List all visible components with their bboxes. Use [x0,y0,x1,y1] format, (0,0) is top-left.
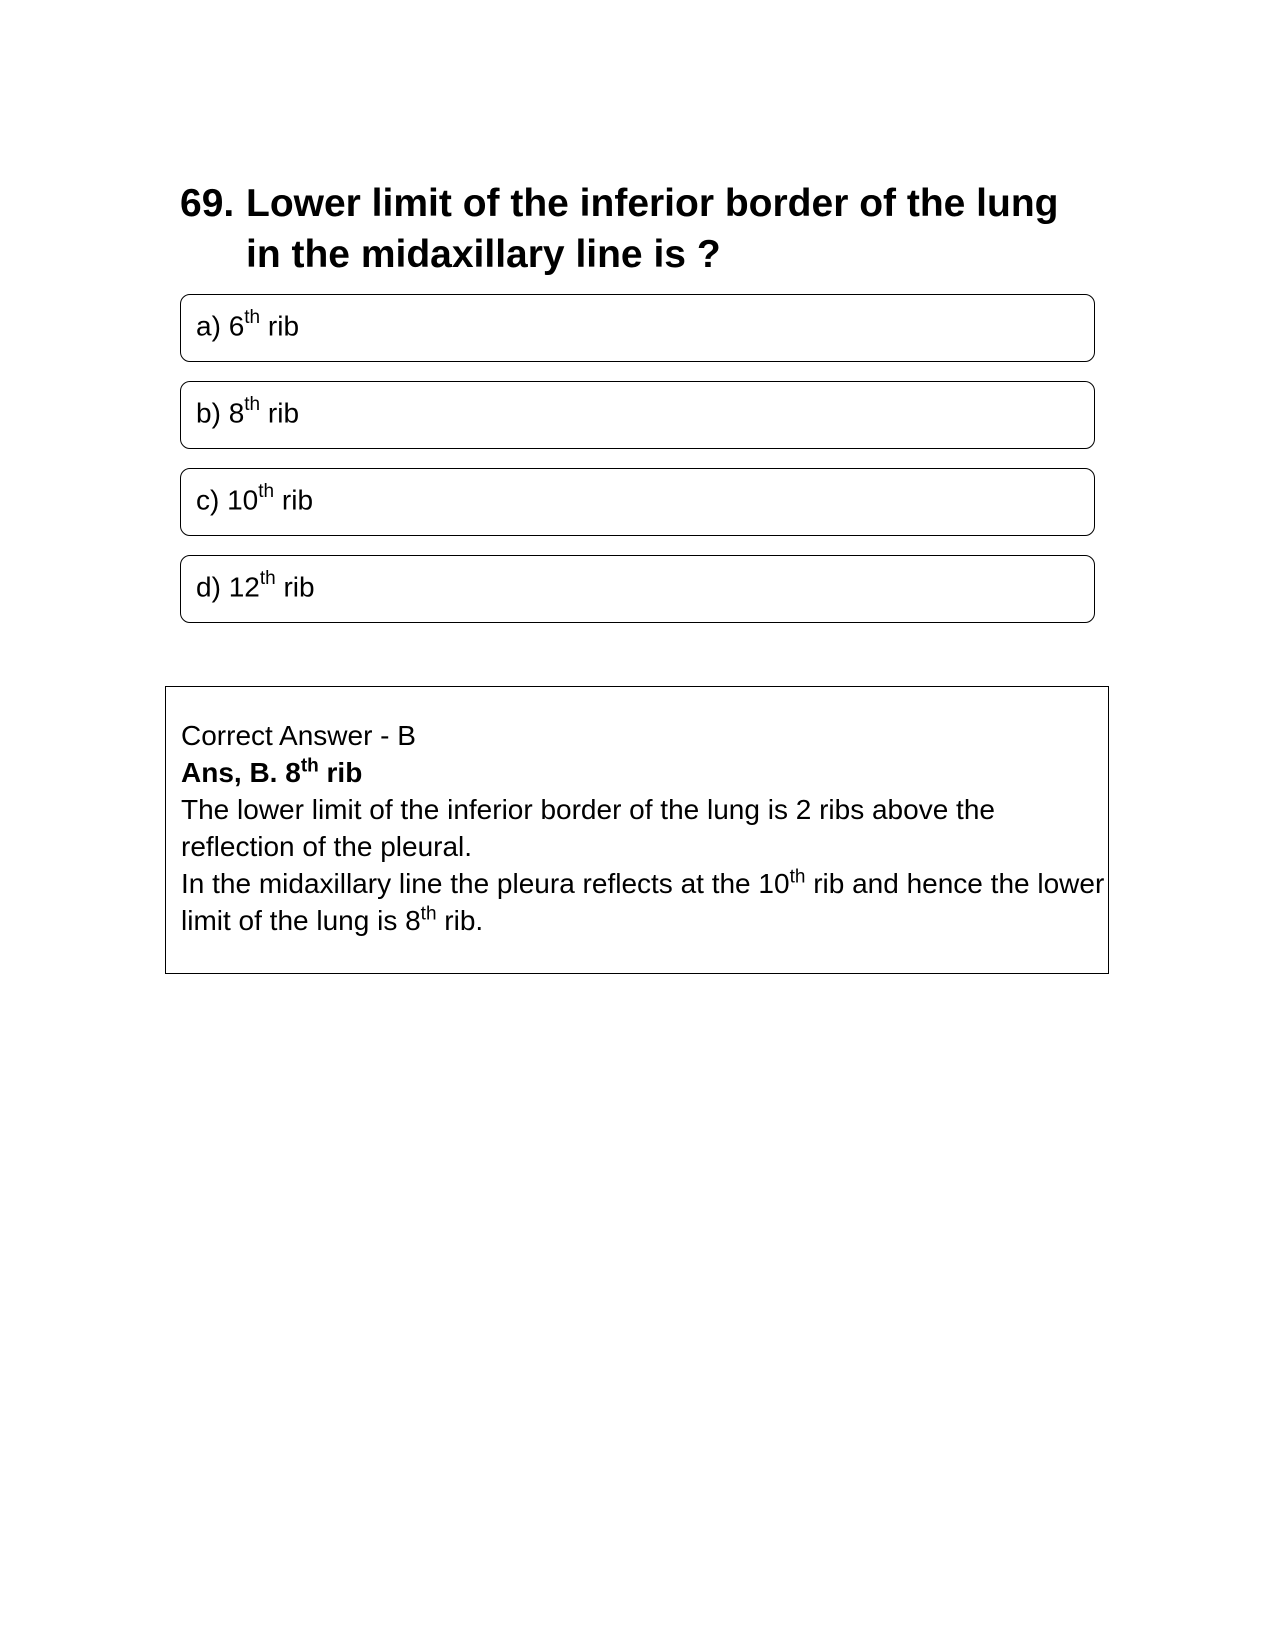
option-b[interactable] [180,381,1095,449]
explanation-2-sup-2: th [420,903,437,925]
option-unit: rib [281,484,314,516]
option-suffix: th [259,568,276,589]
option-unit: rib [267,397,300,429]
option-unit: rib [267,310,300,342]
option-letter: d) [196,571,221,603]
option-value: 6 [228,310,245,342]
explanation-2-part-b: rib and hence the lower limit of the lung is 8 [181,868,1105,936]
option-suffix: th [244,307,261,328]
question-number: 69. [180,182,235,225]
option-suffix: th [244,394,261,415]
answer-box [165,686,1109,974]
answer-title-prefix: Ans, B. 8 [181,757,301,788]
answer-title-unit: rib [326,757,363,788]
answer-title-suffix: th [300,755,319,777]
option-letter: c) [196,484,220,516]
question-text: Lower limit of the inferior border of the lung in the midaxillary line is ? [246,182,1059,276]
option-d[interactable] [180,555,1095,623]
explanation-paragraph-1: The lower limit of the inferior border of the lung is 2 ribs above the reflection of the pleural. [181,794,995,862]
option-letter: a) [196,310,221,342]
option-suffix: th [258,481,275,502]
explanation-2-sup-1: th [789,866,806,888]
explanation-paragraph-2 [181,865,1108,939]
option-value: 10 [227,484,259,516]
option-a[interactable] [180,294,1095,362]
explanation-2-part-a: In the midaxillary line the pleura reflects at the 10 [181,868,790,899]
answer-title [181,754,1108,791]
option-value: 8 [228,397,245,429]
correct-answer-line: Correct Answer - B [181,720,416,751]
explanation-2-part-c: rib. [436,905,484,936]
question-heading [180,178,1060,280]
option-value: 12 [228,571,260,603]
option-c[interactable] [180,468,1095,536]
option-unit: rib [283,571,315,603]
option-letter: b) [196,397,221,429]
